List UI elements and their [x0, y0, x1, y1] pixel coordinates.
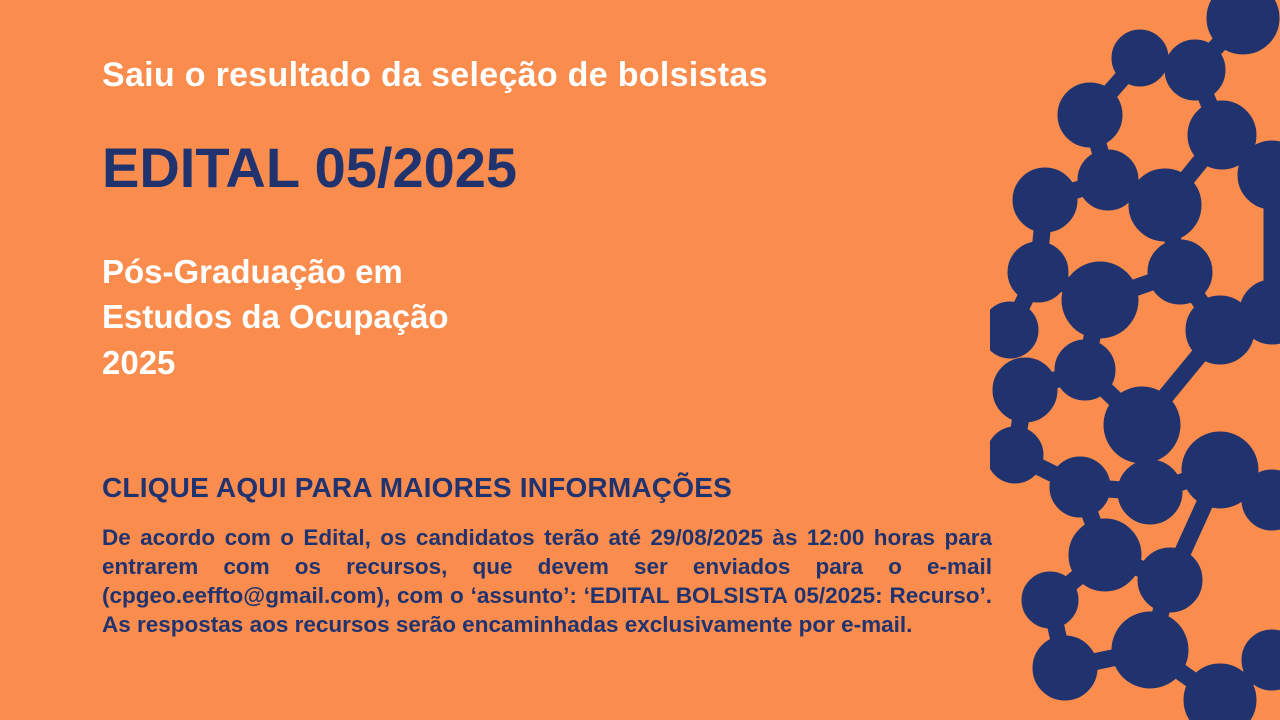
molecule-network-graphic — [990, 0, 1280, 720]
notice-body-text: De acordo com o Edital, os candidatos terão até 29/08/2025 às 12:00 horas para entrarem com os recursos, que devem ser enviados para o e-mail (cpgeo.eeffto@gmail.com), com o ‘assunto’: ‘EDITAL BOLSISTA 05/2025: Recurso’. As respostas aos recursos serão encaminhadas exclusivamente por e-mail. — [102, 524, 992, 637]
more-info-link[interactable]: CLIQUE AQUI PARA MAIORES INFORMAÇÕES — [102, 472, 732, 504]
poster-content — [102, 56, 1002, 639]
page-title: EDITAL 05/2025 — [102, 136, 518, 200]
poster-kicker: Saiu o resultado da seleção de bolsistas — [102, 56, 768, 94]
program-block — [102, 249, 1002, 386]
program-year: 2025 — [102, 343, 176, 381]
program-line-1: Pós-Graduação em — [102, 252, 403, 290]
program-line-2: Estudos da Ocupação — [102, 298, 449, 336]
